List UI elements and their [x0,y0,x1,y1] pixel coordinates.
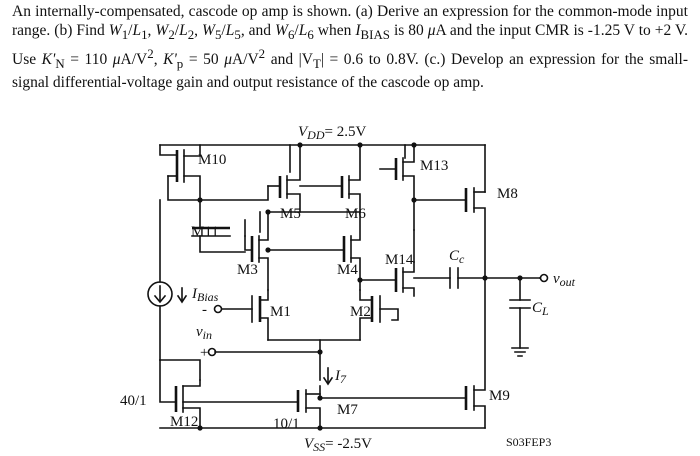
label-m12: M12 [170,414,199,430]
load-capacitor [510,278,530,356]
vdd-label: $V_{DD}= 2.5V$ [298,124,367,142]
transistor-m2 [215,290,398,352]
ibias-label: $I_{Bias}$ [192,286,219,304]
transistor-m4 [268,212,360,290]
figure-id: S03FEP3 [506,435,552,449]
label-m11: M11 [191,224,219,240]
ratio-m12: 40/1 [120,393,147,409]
transistor-m3 [245,212,268,290]
ratio-m7: 10/1 [273,416,300,432]
transistor-m1 [222,290,268,340]
transistor-m13 [380,145,414,230]
label-m8: M8 [497,186,518,202]
cl-label: $C_L$ [532,300,549,318]
transistor-m10 [160,145,200,200]
label-m10: M10 [198,152,227,168]
label-m13: M13 [420,158,449,174]
vin-label: $v_{in}$ [196,324,213,342]
label-m1: M1 [270,304,291,320]
i7-label: $I_7$ [335,368,346,386]
transistor-m7 [183,352,332,428]
label-m4: M4 [337,262,358,278]
ibias-source [148,200,186,360]
vss-label: $V_{SS}= -2.5V$ [304,436,372,454]
cc-label: $C_c$ [449,248,465,266]
label-m5: M5 [280,206,301,222]
label-m9: M9 [489,388,510,404]
vin-minus-sign: - [202,302,207,318]
vin-plus-sign: + [200,345,209,361]
label-m2: M2 [350,304,371,320]
vout-label: $v_{out}$ [553,271,576,289]
label-m3: M3 [237,262,258,278]
label-m14: M14 [385,252,414,268]
transistor-m5 [268,145,300,212]
label-m7: M7 [337,402,358,418]
label-m6: M6 [345,206,366,222]
problem-text: An internally-compensated, cascode op amp is shown. (a) Derive an expression for the common-mode input range. (b) Find $W_1/L_1$, $W_2/L_2$, $W_5/L_5$, and $W_6/L_6$ when $I_{BIAS}$ is 80 μA and the input CMR is -1.25 V to +2 V. Use $K'_N = 110$ $\mu A/V^2$, $K'_p = 50$ $\mu A/V^2$ and $|V_T| = 0.6$ to 0.8V. (c.) Develop an expression for the small-signal differential-voltage gain and output resistance of the cascode op amp. [12,3,689,92]
vout-terminal [540,275,548,282]
